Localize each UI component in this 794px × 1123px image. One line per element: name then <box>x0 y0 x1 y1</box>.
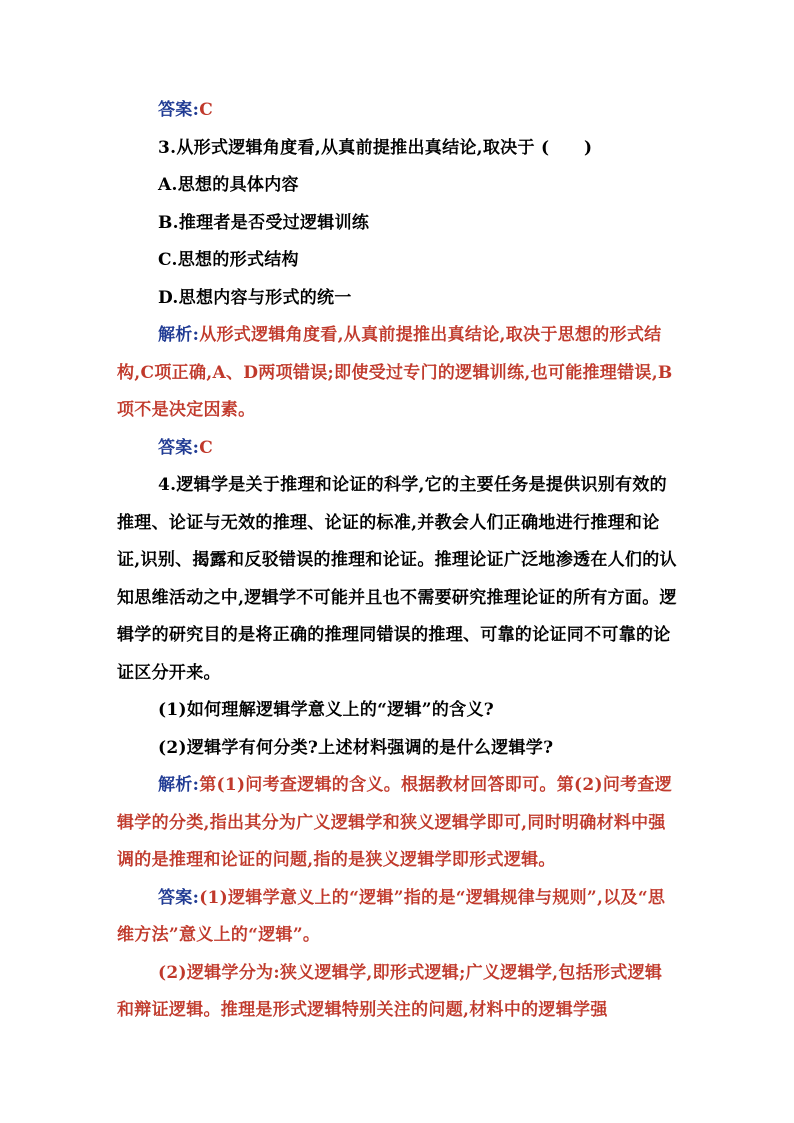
q3-option-a: A.思想的具体内容 <box>158 175 299 195</box>
q4-answer-2: (2)逻辑学分为:狭义逻辑学,即形式逻辑;广义逻辑学,包括形式逻辑和辩证逻辑。推理是形式逻辑特别关注的问题,材料中的逻辑学强 <box>117 962 663 1020</box>
q4-sub1: (1)如何理解逻辑学意义上的“逻辑”的含义? <box>158 700 495 720</box>
answer-label: 答案: <box>158 100 200 120</box>
q3-answer-value: C <box>199 437 214 458</box>
answer-label: 答案: <box>158 437 200 458</box>
q4-sub2: (2)逻辑学有何分类?上述材料强调的是什么逻辑学? <box>158 737 554 758</box>
analysis-label: 解析: <box>158 775 200 795</box>
q3-analysis <box>117 317 678 430</box>
q3-option-c: C.思想的形式结构 <box>158 250 299 270</box>
answer-line-prev <box>117 92 678 130</box>
q4-answer-1-text: (1)逻辑学意义上的“逻辑”指的是“逻辑规律与规则”,以及“思维方法”意义上的“逻辑”。 <box>117 887 666 945</box>
q3-answer-line <box>117 430 678 468</box>
answer-label: 答案: <box>158 887 200 908</box>
q4-answer-1 <box>117 880 678 955</box>
answer-value: C <box>199 100 214 120</box>
q4-analysis-text: 第(1)问考查逻辑的含义。根据教材回答即可。第(2)问考查逻辑学的分类,指出其分为广义逻辑学和狭义逻辑学即可,同时明确材料中强调的是推理和论证的问题,指的是狭义逻辑学即形式逻辑。 <box>117 775 673 870</box>
q3-option-b: B.推理者是否受过逻辑训练 <box>158 212 370 233</box>
q4-material: 4.逻辑学是关于推理和论证的科学,它的主要任务是提供识别有效的推理、论证与无效的推理、论证的标准,并教会人们正确地进行推理和论证,识别、揭露和反驳错误的推理和论证。推理论证广泛地渗透在人们的认知思维活动之中,逻辑学不可能并且也不需要研究推理论证的所有方面。逻辑学的研究目的是将正确的推理同错误的推理、可靠的论证同不可靠的论证区分开来。 <box>117 475 677 683</box>
q3-option-d: D.思想内容与形式的统一 <box>158 287 352 308</box>
q4-analysis <box>117 767 678 880</box>
analysis-label: 解析: <box>158 325 200 345</box>
q3-analysis-text: 从形式逻辑角度看,从真前提推出真结论,取决于思想的形式结构,C项正确,A、D两项错误;即使受过专门的逻辑训练,也可能推理错误,B项不是决定因素。 <box>117 325 673 420</box>
q3-stem: 3.从形式逻辑角度看,从真前提推出真结论,取决于 ( ) <box>158 137 593 158</box>
